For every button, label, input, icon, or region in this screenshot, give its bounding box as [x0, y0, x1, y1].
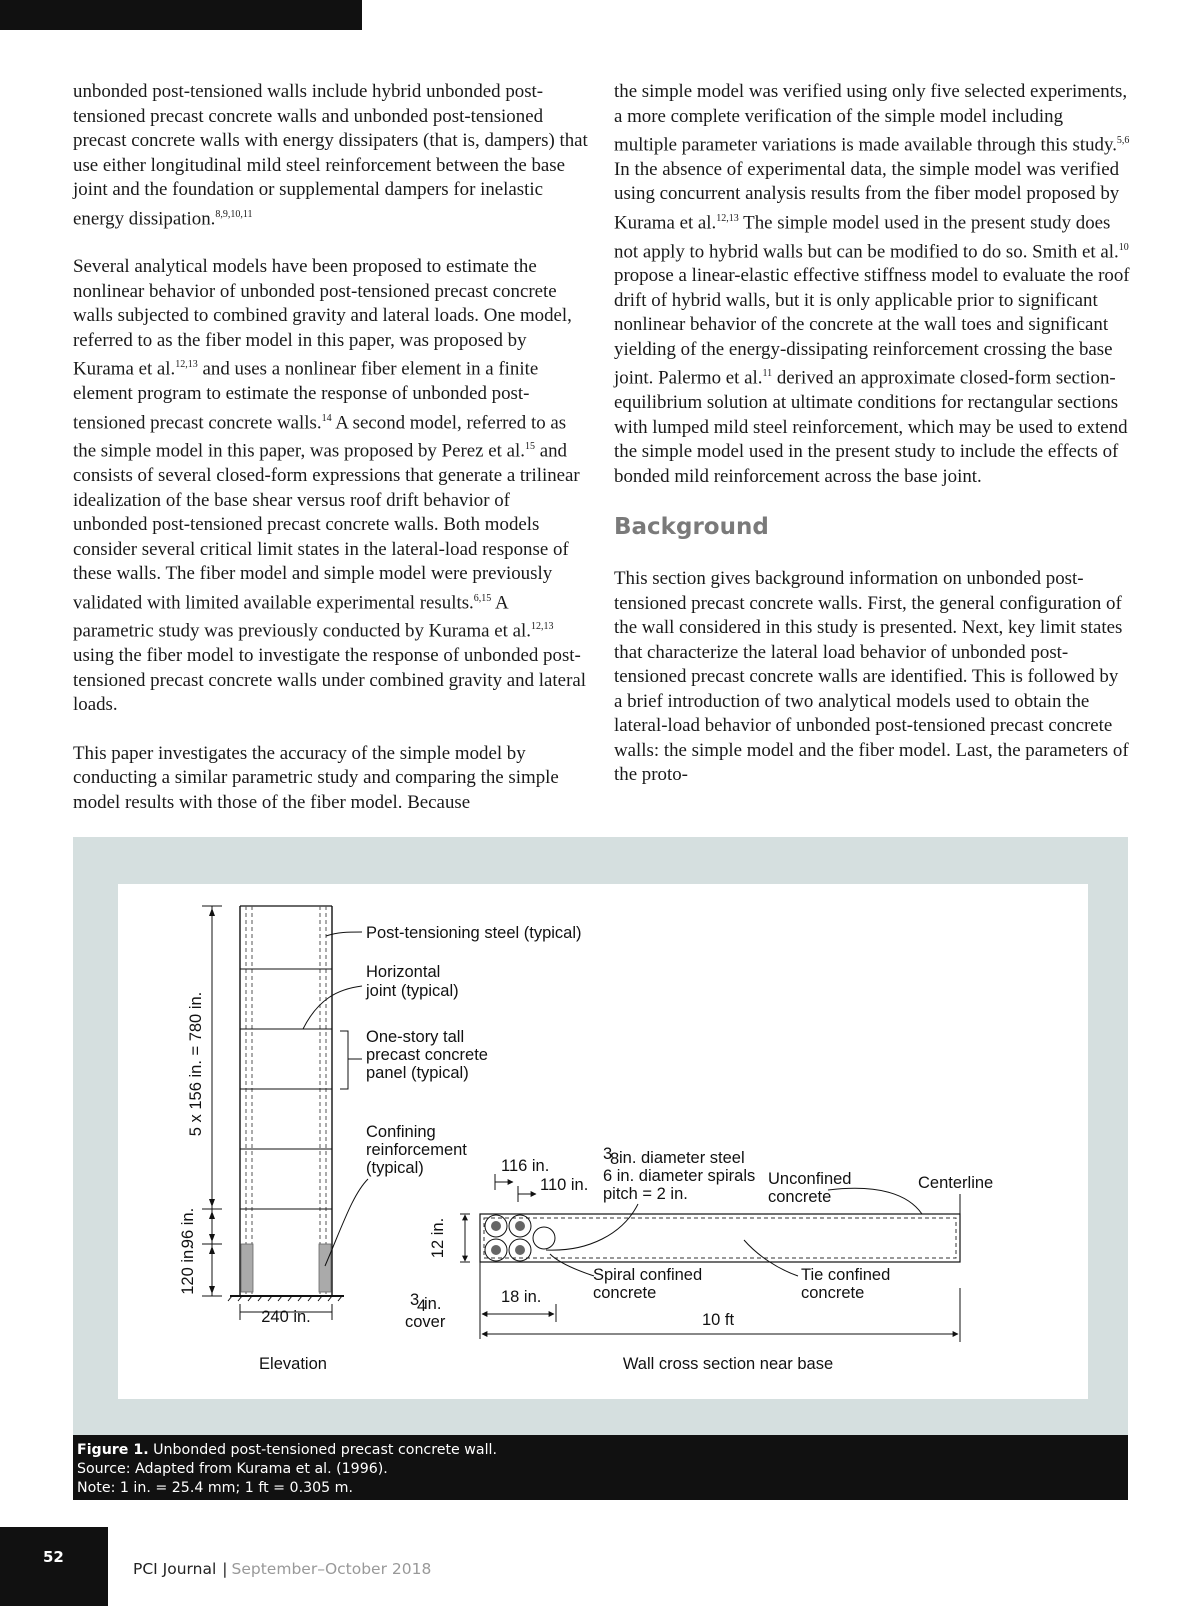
label-confining-1: Confining — [366, 1123, 436, 1141]
dim-120-label: 120 in. — [179, 1245, 197, 1295]
label-spiral-confined-1: Spiral confined — [593, 1266, 703, 1284]
dim-240-label: 240 in. — [261, 1308, 311, 1326]
right-paragraph-1: the simple model was verified using only five selected experiments, a more complete verification of the simple model including multiple parameter variations is made available through this study.$^{5,6}$ In the absence of experimental data, the simple model was verified using concurrent analysis results from the fiber model proposed by Kurama et al.$^{12,13}$ The simple model used in the present study does not apply to hybrid walls but can be modified to do so. Smith et al.$^{10}$ propose a linear-elastic effective stiffness model to evaluate the roof drift of hybrid walls, but it is only applicable prior to significant nonlinear behavior of the concrete at the wall toes and significant yielding of the energy-dissipating reinforcement crossing the base joint. Palermo et al.$^{11}$ derived an approximate closed-form section-equilibrium solution at ultimate conditions for rectangular sections with lumped mild steel reinforcement, which may be used to extend the simple model used in the present study to include the effects of bonded mild reinforcement across the base joint. — [614, 81, 1130, 487]
height-dimension-label: 5 x 156 in. = 780 in. — [187, 991, 205, 1137]
left-paragraph-2: Several analytical models have been proposed to estimate the nonlinear behavior of unbonded post-tensioned precast concrete walls subjected to combined gravity and lateral loads. One model, referred to as the fiber model in this paper, was proposed by Kurama et al.$^{12,13}$ and uses a nonlinear fiber element in a finite element program to estimate the response of unbonded post-tensioned precast concrete walls.$^{14}$ A second model, referred to as the simple model in this paper, was proposed by Perez et al.$^{15}$ and consists of several closed-form expressions that generate a trilinear idealization of the base shear versus roof drift behavior of unbonded post-tensioned precast concrete walls. Both models consider several critical limit states in the lateral-load response of these walls. The fiber model and simple model were previously validated with limited available experimental results.$^{6,15}$ A parametric study was previously conducted by Kurama et al.$^{12,13}$ using the fiber model to investigate the response of unbonded post-tensioned precast concrete walls under combined gravity and lateral loads. — [73, 256, 586, 716]
cover-fraction-den: 4 — [417, 1297, 427, 1315]
left-paragraph-3: This paper investigates the accuracy of the simple model by conducting a similar parametric study and comparing the simple model results with those of the fiber model. Because — [73, 742, 559, 813]
label-spiral-1: in. diameter steel — [619, 1149, 745, 1167]
label-confining-2: reinforcement — [366, 1141, 467, 1159]
right-column — [614, 80, 1130, 788]
journal-issue: September–October 2018 — [231, 1560, 432, 1578]
elevation-title: Elevation — [259, 1355, 327, 1373]
caption-title-line: Figure 1. Unbonded post-tensioned precast concrete wall. — [77, 1442, 497, 1458]
label-panel-2: precast concrete — [366, 1046, 488, 1064]
section-heading-background: Background — [614, 514, 769, 541]
cover-fraction-num: 3 — [410, 1291, 420, 1309]
label-cover-2: cover — [405, 1313, 446, 1331]
page-number: 52 — [43, 1548, 64, 1566]
label-centerline: Centerline — [918, 1174, 994, 1192]
left-column — [73, 80, 588, 815]
right-paragraph-2: This section gives background information on unbonded post-tensioned precast concrete walls. First, the general configuration of the wall considered in this study is presented. Next, key limit states that characterize the lateral load behavior of unbonded post-tensioned precast concrete walls are identified. This is followed by a brief introduction of two analytical models used to obtain the lateral-load behavior of unbonded post-tensioned precast concrete walls: the simple model and the fiber model. Last, the parameters of the proto- — [614, 568, 1129, 786]
dim-110-label: 110 in. — [540, 1176, 589, 1194]
label-confining-3: (typical) — [366, 1159, 424, 1177]
label-unconfined-1: Unconfined — [768, 1170, 852, 1188]
label-tie-confined-1: Tie confined — [801, 1266, 891, 1284]
label-horiz-joint-1: Horizontal — [366, 963, 441, 981]
figure-1 — [73, 837, 1128, 1447]
caption-label: Figure 1. — [77, 1442, 149, 1458]
label-unconfined-2: concrete — [768, 1188, 832, 1206]
dim-10ft-label: 10 ft — [701, 1311, 735, 1329]
top-black-bar — [0, 0, 362, 30]
spiral-fraction-num: 3 — [603, 1145, 613, 1163]
label-cover-1: in. — [424, 1295, 442, 1313]
dim-18-label: 18 in. — [501, 1288, 542, 1306]
label-panel-1: One-story tall — [366, 1028, 465, 1046]
footer-separator: | — [222, 1560, 228, 1578]
dim-12-label: 12 in. — [429, 1217, 447, 1259]
journal-name: PCI Journal — [133, 1560, 217, 1578]
label-pt-steel: Post-tensioning steel (typical) — [366, 924, 582, 942]
dim-116-label: 116 in. — [501, 1157, 550, 1175]
label-panel-3: panel (typical) — [366, 1064, 469, 1082]
spiral-fraction-den: 8 — [610, 1150, 620, 1168]
label-spiral-2: 6 in. diameter spirals — [603, 1167, 756, 1185]
footer-journal — [133, 1560, 431, 1578]
figure-diagram — [118, 884, 1088, 1399]
dim-96-label: 96 in. — [179, 1207, 197, 1249]
figure-caption — [73, 1435, 1128, 1500]
label-tie-confined-2: concrete — [801, 1284, 865, 1302]
page-number-box — [0, 1527, 108, 1606]
figure-panel — [118, 884, 1088, 1399]
left-paragraph-1: unbonded post-tensioned walls include hybrid unbonded post-tensioned precast concrete walls and unbonded post-tensioned precast concrete walls with energy dissipaters (that is, dampers) that use either longitudinal mild steel reinforcement between the base joint and the foundation or supplemental dampers for inelastic energy dissipation.$^{8,9,10,11}$ — [73, 81, 588, 229]
label-spiral-3: pitch = 2 in. — [603, 1185, 688, 1203]
caption-note: Note: 1 in. = 25.4 mm; 1 ft = 0.305 m. — [77, 1480, 353, 1496]
caption-source: Source: Adapted from Kurama et al. (1996). — [77, 1461, 388, 1477]
cross-section-drawing — [405, 1145, 993, 1373]
label-spiral-confined-2: concrete — [593, 1284, 657, 1302]
section-title: Wall cross section near base — [622, 1355, 834, 1373]
label-horiz-joint-2: joint (typical) — [366, 982, 459, 1000]
